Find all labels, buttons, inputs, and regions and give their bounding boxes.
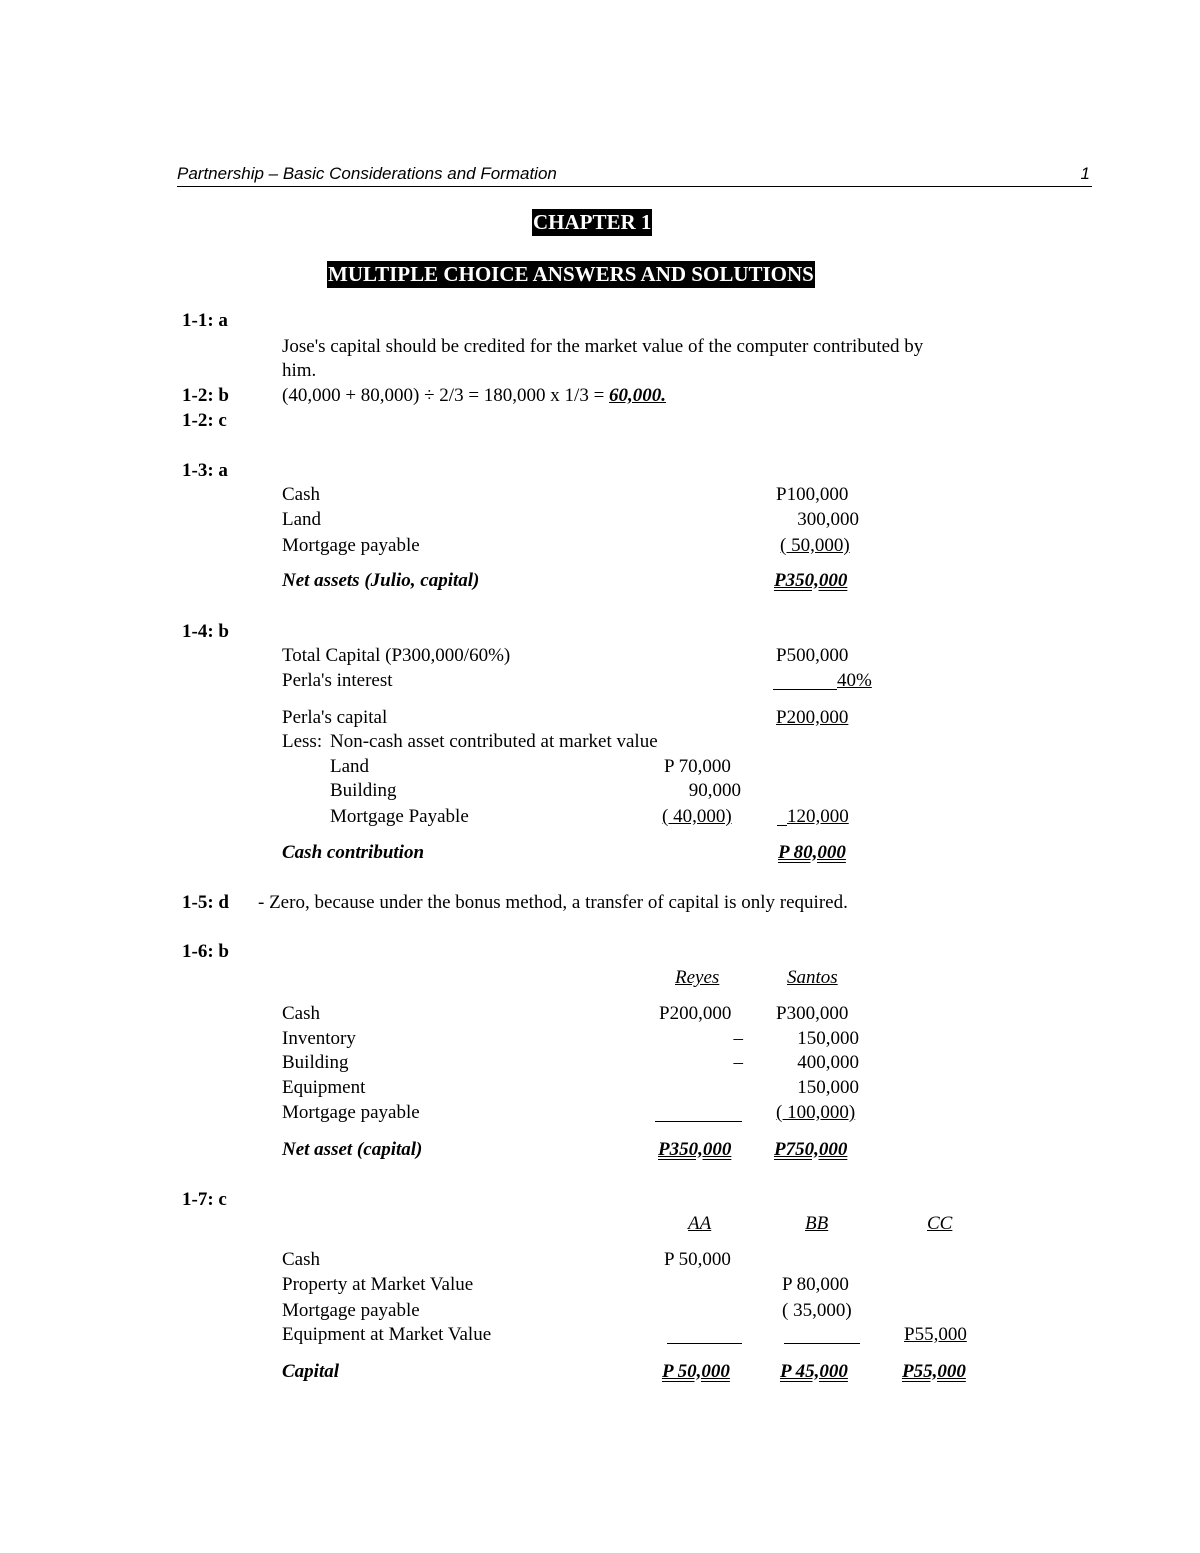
section-title: MULTIPLE CHOICE ANSWERS AND SOLUTIONS [328, 262, 814, 286]
q1-7-col-cc: CC [927, 1213, 953, 1234]
q1-7-col-aa: AA [688, 1213, 712, 1234]
q1-7-total-bb: P 45,000 [780, 1361, 848, 1382]
q1-4-asset-building: Building [330, 780, 397, 801]
q1-3-item-cash: Cash [282, 484, 320, 505]
q1-7-item-cash: Cash [282, 1249, 320, 1270]
q1-4-cash: P 80,000 [778, 842, 846, 863]
q1-6-santos-mortgage: ( 100,000) [776, 1102, 856, 1123]
q1-6-reyes-cash: P200,000 [659, 1003, 732, 1024]
q1-4-less-text: Non-cash asset contributed at market value [330, 731, 658, 752]
q1-4-interest-value: 40% [837, 670, 872, 691]
q1-2b-answer: 60,000. [609, 385, 667, 406]
q1-6-item-equipment: Equipment [282, 1077, 366, 1098]
q1-4-asset-mortgage: Mortgage Payable [330, 806, 469, 827]
q1-4-cash-label: Cash contribution [282, 842, 425, 863]
q1-3-label: 1-3: a [182, 460, 228, 481]
q1-1-label: 1-1: a [182, 310, 228, 331]
chapter-title: CHAPTER 1 [533, 210, 652, 234]
q1-7-total-label: Capital [282, 1361, 340, 1382]
q1-6-item-inventory: Inventory [282, 1028, 356, 1049]
q1-3-total-amount: P350,000 [774, 570, 848, 591]
q1-3-item-land: Land [282, 509, 322, 530]
q1-6-reyes-rule [655, 1121, 742, 1122]
q1-7-item-property: Property at Market Value [282, 1274, 474, 1295]
q1-7-aa-cash: P 50,000 [664, 1249, 731, 1270]
q1-7-bb-mortgage: ( 35,000) [782, 1300, 852, 1321]
q1-7-item-equipment: Equipment at Market Value [282, 1324, 492, 1345]
q1-6-item-building: Building [282, 1052, 349, 1073]
q1-3-amount-cash: P100,000 [776, 484, 849, 505]
q1-4-assets-total-rule [777, 825, 787, 826]
q1-3-amount-mortgage: ( 50,000) [780, 535, 850, 556]
q1-7-bb-rule [784, 1343, 860, 1344]
q1-5-label: 1-5: d [182, 892, 229, 913]
q1-6-total-label: Net asset (capital) [282, 1139, 423, 1160]
running-header [177, 164, 1092, 187]
q1-6-total-santos: P750,000 [774, 1139, 848, 1160]
q1-4-less-label: Less: [282, 731, 323, 752]
q1-4-interest-rule [773, 689, 837, 690]
q1-6-santos-equipment: 150,000 [797, 1077, 859, 1098]
q1-3-total-label: Net assets (Julio, capital) [282, 570, 480, 591]
q1-7-total-aa: P 50,000 [662, 1361, 730, 1382]
q1-6-santos-inventory: 150,000 [797, 1028, 859, 1049]
page-number: 1 [1080, 164, 1090, 183]
q1-7-label: 1-7: c [182, 1189, 227, 1210]
q1-3-item-mortgage: Mortgage payable [282, 535, 420, 556]
q1-4-total-capital: P500,000 [776, 645, 849, 666]
q1-7-bb-property: P 80,000 [782, 1274, 849, 1295]
q1-7-aa-rule [667, 1343, 742, 1344]
q1-2b-text [282, 385, 666, 407]
q1-7-item-mortgage: Mortgage payable [282, 1300, 420, 1321]
q1-2b-label: 1-2: b [182, 385, 229, 406]
q1-4-capital: P200,000 [776, 707, 849, 728]
header-title: Partnership – Basic Considerations and Formation [177, 164, 557, 183]
q1-6-col-santos: Santos [787, 967, 838, 988]
q1-4-label: 1-4: b [182, 621, 229, 642]
q1-6-item-cash: Cash [282, 1003, 320, 1024]
q1-6-santos-building: 400,000 [797, 1052, 859, 1073]
q1-7-col-bb: BB [805, 1213, 829, 1234]
q1-4-asset-building-amount: 90,000 [688, 780, 741, 801]
q1-4-asset-mortgage-amount: ( 40,000) [662, 806, 732, 827]
q1-4-asset-land-amount: P 70,000 [664, 756, 731, 777]
q1-3-amount-land: 300,000 [797, 509, 859, 530]
q1-4-interest-label: Perla's interest [282, 670, 393, 691]
q1-2b-formula: (40,000 + 80,000) ÷ 2/3 = 180,000 x 1/3 = [282, 385, 610, 406]
q1-4-asset-land: Land [330, 756, 370, 777]
q1-5-text: - Zero, because under the bonus method, a transfer of capital is only required. [258, 892, 848, 913]
q1-6-reyes-inventory: – [733, 1028, 743, 1049]
q1-4-capital-label: Perla's capital [282, 707, 388, 728]
q1-4-interest [837, 670, 872, 692]
q1-6-label: 1-6: b [182, 941, 229, 962]
q1-4-assets-total: 120,000 [787, 806, 849, 827]
q1-1-text-line2: him. [282, 360, 317, 381]
q1-6-total-reyes: P350,000 [658, 1139, 732, 1160]
q1-6-col-reyes: Reyes [675, 967, 720, 988]
q1-7-cc-equipment: P55,000 [904, 1324, 967, 1345]
q1-7-total-cc: P55,000 [902, 1361, 966, 1382]
q1-1-text-line1: Jose's capital should be credited for the market value of the computer contributed by [282, 336, 924, 357]
q1-6-reyes-building: – [733, 1052, 743, 1073]
q1-6-santos-cash: P300,000 [776, 1003, 849, 1024]
q1-6-item-mortgage: Mortgage payable [282, 1102, 420, 1123]
q1-2c-label: 1-2: c [182, 410, 227, 431]
q1-4-total-capital-label: Total Capital (P300,000/60%) [282, 645, 511, 666]
